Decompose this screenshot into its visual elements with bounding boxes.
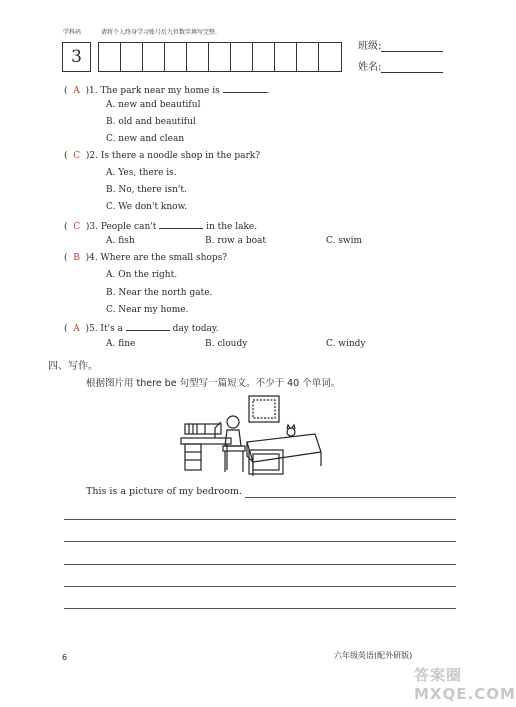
person-head (227, 416, 239, 428)
class-field[interactable] (358, 37, 443, 52)
writing-line[interactable] (64, 586, 456, 587)
section-title: 四、写作。 (48, 361, 98, 372)
writing-start-sentence (86, 486, 242, 497)
digit-box[interactable] (187, 43, 209, 71)
bedroom-illustration (175, 392, 325, 480)
question-5-tail: day today. (172, 324, 219, 334)
watermark-logo: 答案圈 MXQE.COM (414, 666, 516, 703)
question-5: ( A )5. It's a day today. (64, 321, 219, 334)
answer-4: B (73, 253, 80, 263)
digit-box[interactable] (253, 43, 275, 71)
digit-box[interactable] (121, 43, 143, 71)
name-blank[interactable] (381, 61, 443, 73)
answer-2: C (73, 151, 81, 161)
q5-option-b: B. cloudy (205, 339, 248, 349)
q3-option-b: B. row a boat (205, 236, 267, 246)
question-2-stem: )2. Is there a noodle shop in the park? (85, 151, 261, 161)
answer-5: A (73, 324, 80, 334)
page-number: 6 (62, 653, 68, 662)
question-4: ( B )4. Where are the small shops? (64, 253, 228, 263)
class-label: 班级: (358, 41, 382, 52)
digit-box[interactable] (275, 43, 297, 71)
writing-line[interactable] (64, 541, 456, 542)
writing-line[interactable] (64, 564, 456, 565)
desk-drawers (185, 444, 201, 470)
q5-option-a: A. fine (106, 339, 136, 349)
q1-option-b: B. old and beautiful (106, 117, 196, 127)
cat (287, 428, 295, 436)
question-1-tail: . (266, 86, 270, 96)
account-instruction: 请将个人终身学习账号后九位数字填写完整. (101, 29, 217, 36)
question-2: ( C )2. Is there a noodle shop in the park? (64, 151, 261, 161)
subject-code-box: 3 (62, 42, 91, 72)
desk (181, 438, 231, 444)
answer-blank[interactable] (126, 321, 170, 331)
question-5-stem: )5. It's a (85, 324, 123, 334)
name-field[interactable] (358, 58, 443, 73)
digit-box[interactable] (99, 43, 121, 71)
q3-option-a: A. fish (106, 236, 135, 246)
writing-line[interactable] (64, 608, 456, 609)
bookshelf (185, 424, 221, 434)
writing-line[interactable] (245, 497, 456, 498)
name-label: 姓名: (358, 62, 382, 73)
answer-blank[interactable] (223, 83, 267, 93)
question-3-stem: )3. People can't (85, 222, 157, 232)
class-blank[interactable] (381, 40, 443, 52)
q1-option-a: A. new and beautiful (106, 100, 201, 110)
digit-box[interactable] (165, 43, 187, 71)
question-3-tail: in the lake. (206, 222, 258, 232)
q4-option-c: C. Near my home. (106, 305, 189, 315)
digit-box[interactable] (319, 43, 341, 71)
writing-instruction: 根据图片用 there be 句型写一篇短文。不少于 40 个单词。 (86, 378, 341, 389)
digit-box[interactable] (231, 43, 253, 71)
answer-1: A (73, 86, 80, 96)
digit-box[interactable] (209, 43, 231, 71)
answer-blank[interactable] (159, 219, 203, 229)
chair-seat (223, 446, 245, 451)
account-digit-boxes[interactable] (98, 42, 342, 72)
q4-option-a: A. On the right. (106, 270, 178, 280)
book-title: 六年级英语(配外研版) (334, 651, 413, 660)
q1-option-c: C. new and clean (106, 134, 185, 144)
q2-option-b: B. No, there isn't. (106, 185, 187, 195)
writing-line[interactable] (64, 519, 456, 520)
q4-option-b: B. Near the north gate. (106, 288, 213, 298)
question-1: ( A )1. The park near my home is . (64, 83, 269, 96)
question-3: ( C )3. People can't in the lake. (64, 219, 257, 232)
writing-start-text: This is a picture of my bedroom. (86, 486, 243, 497)
digit-box[interactable] (143, 43, 165, 71)
q3-option-c: C. swim (326, 236, 363, 246)
q2-option-c: C. We don't know. (106, 202, 188, 212)
q2-option-a: A. Yes, there is. (106, 168, 177, 178)
answer-3: C (73, 222, 81, 232)
digit-box[interactable] (297, 43, 319, 71)
subject-code-label: 学科码 (63, 29, 82, 36)
wall-picture (253, 400, 275, 418)
question-4-stem: )4. Where are the small shops? (85, 253, 228, 263)
question-1-stem: )1. The park near my home is (85, 86, 220, 96)
bed (247, 434, 321, 462)
q5-option-c: C. windy (326, 339, 366, 349)
